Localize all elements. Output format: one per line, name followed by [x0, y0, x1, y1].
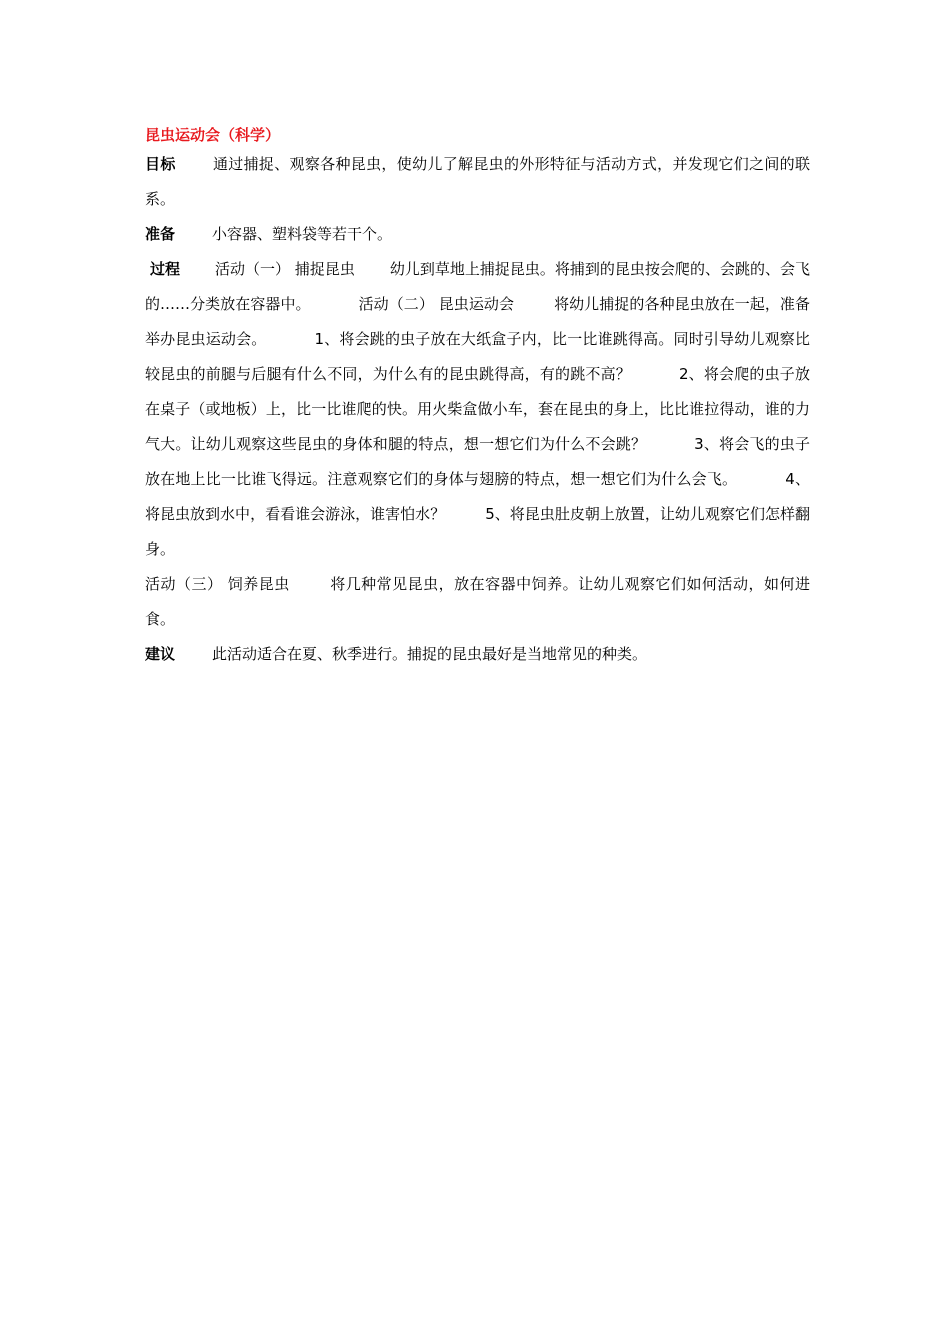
- goal-label: 目标: [145, 155, 176, 173]
- activity-3-text: 将几种常见昆虫，放在容器中饲养。让幼儿观察它们如何活动，如何进食。: [145, 575, 810, 628]
- prep-label: 准备: [145, 225, 176, 243]
- activity-2-heading: 活动（二） 昆虫运动会: [358, 295, 515, 313]
- goal-text: 通过捕捉、观察各种昆虫，使幼儿了解昆虫的外形特征与活动方式，并发现它们之间的联系。: [145, 155, 810, 208]
- step-2-text: 、将会爬的虫子放在桌子（或地板）上，比一比谁爬的快。用火柴盒做小车，套在昆虫的身上，比比谁拉得动，谁的力气大。让幼儿观察这些昆虫的身体和腿的特点，想一想它们为什么不会跳？: [145, 365, 810, 453]
- process-label: 过程: [150, 260, 181, 278]
- step-1-number: 1: [314, 330, 325, 348]
- advice-section: [145, 637, 810, 672]
- step-4-number: 4: [785, 470, 795, 488]
- step-5-text: 、将昆虫肚皮朝上放置，让幼儿观察它们怎样翻身。: [145, 505, 810, 558]
- document-title: 昆虫运动会（科学）: [145, 126, 281, 144]
- activity-1-heading: 活动（一） 捕捉昆虫: [215, 260, 355, 278]
- advice-text: 此活动适合在夏、秋季进行。捕捉的昆虫最好是当地常见的种类。: [212, 645, 648, 663]
- step-5-number: 5: [485, 505, 495, 523]
- activity-2-text: 将幼儿捕捉的各种昆虫放在一起，准备举办昆虫运动会。: [145, 295, 810, 348]
- step-2-number: 2: [678, 365, 689, 383]
- goal-section: [145, 147, 810, 217]
- step-4-text: 、将昆虫放到水中，看看谁会游泳，谁害怕水？: [145, 470, 810, 523]
- step-1-text: 、将会跳的虫子放在大纸盒子内，比一比谁跳得高。同时引导幼儿观察比较昆虫的前腿与后腿有什么不同，为什么有的昆虫跳得高，有的跳不高？: [145, 330, 810, 383]
- process-section: [145, 252, 810, 637]
- prep-text: 小容器、塑料袋等若干个。: [212, 225, 393, 243]
- step-3-text: 、将会飞的虫子放在地上比一比谁飞得远。注意观察它们的身体与翅膀的特点，想一想它们为什么会飞。: [145, 435, 810, 488]
- step-3-number: 3: [694, 435, 704, 453]
- activity-1-text: 幼儿到草地上捕捉昆虫。将捕到的昆虫按会爬的、会跳的、会飞的……分类放在容器中。: [145, 260, 810, 313]
- activity-3-heading: 活动（三） 饲养昆虫: [145, 575, 290, 593]
- advice-label: 建议: [145, 645, 176, 663]
- prep-section: [145, 217, 810, 252]
- document-page: [145, 123, 810, 672]
